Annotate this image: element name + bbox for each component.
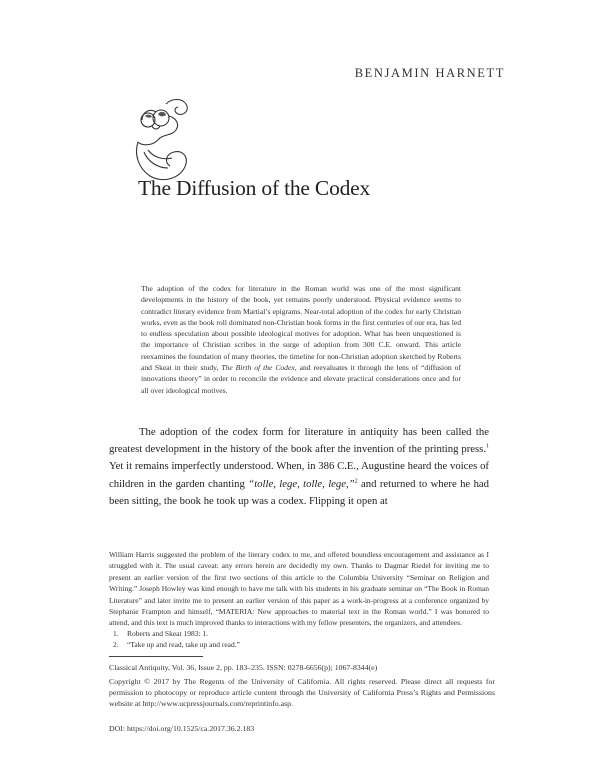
- decorative-ornament-icon: [128, 96, 198, 188]
- footnote-item: [113, 639, 240, 650]
- body-text-part-3: and returned to where he had been sitting, the book he took up was a codex. Flipping it open at: [109, 477, 490, 507]
- acknowledgment-note: William Harris suggested the problem of the literary codex to me, and offered boundless encouragement and assistance as I struggled with it. The usual caveat: any errors herein are decidedly my own. Thanks to Dagmar Riedel for inviting me to present an earlier version of the first two sections of this article to the Columbia University “Seminar on Religion and Writing.” Joseph Howley was kind enough to have me talk with his students in his graduate seminar on “The Book in Roman Literature” and later invite me to present an earlier version of this paper as a work-in-progress at a conference organized by Stephanie Frampton and himself, “MATERIA: New approaches to material text in the Roman world.” I was honored to attend, and this text is much improved thanks to interactions with my fellow presenters, the organizers, and attendees.: [109, 550, 489, 628]
- journal-citation: Classical Antiquity, Vol. 36, Issue 2, pp. 183–235. ISSN: 0278-6656(p); 1067-8344(e): [109, 663, 378, 672]
- footnote-item: [113, 628, 240, 639]
- footnote-ref-2[interactable]: 2: [354, 478, 358, 485]
- abstract-book-title: The Birth of the Codex: [221, 363, 295, 373]
- article-title: The Diffusion of the Codex: [138, 176, 371, 200]
- body-text-part-1: The adoption of the codex form for literature in antiquity has been called the greatest development in the history of the book after the invention of the printing press.: [109, 426, 489, 456]
- footnote-list: [113, 628, 240, 651]
- footnote-number: 2.: [113, 640, 119, 650]
- footnote-text: “Take up and read, take up and read.”: [127, 640, 240, 650]
- footer-divider: [109, 656, 203, 657]
- running-header-author: BENJAMIN HARNETT: [354, 66, 505, 80]
- footnote-number: 1.: [113, 629, 119, 638]
- body-text-part-2: Yet it remains imperfectly understood. When, in 386 C.E., Augustine heard the voices of children in the garden chanting: [109, 460, 489, 490]
- body-latin-quote: “tolle, lege, tolle, lege,”: [248, 477, 355, 490]
- abstract: [141, 283, 461, 396]
- abstract-text-start: The adoption of the codex for literature in the Roman world was one of the most significant developments in the history of the book, yet remains poorly understood. Physical evidence seems to contradict literary evidence from Martial’s epigrams. Near-total adoption of the codex for early Christian works, even as the book roll dominated non-Christian book forms in the first centuries of our era, has led to endless speculation about possible ideological motives for adoption. What has been unquestioned is the importance of Christian scribes in the surge of adoption from 300 C.E. onward. This article reexamines the foundation of many theories, the timeline for non-Christian adoption sketched by Roberts and Skeat in their study,: [141, 284, 461, 373]
- doi-link[interactable]: DOI: https://doi.org/10.1525/ca.2017.36.2.183: [109, 724, 255, 733]
- footnote-ref-1[interactable]: 1: [486, 443, 489, 450]
- copyright-notice: Copyright © 2017 by The Regents of the University of California. All rights reserved. Please direct all requests for permission to photocopy or reproduce article content through the University of California Press’s Rights and Permissions website at http://www.ucpressjournals.com/reprintinfo.asp.: [109, 677, 495, 709]
- abstract-text-end: , and reevaluates it through the lens of “diffusion of innovations theory” in order to reconcile the evidence and elevate practical considerations once and for all over ideological motives.: [141, 363, 461, 395]
- footnote-text: Roberts and Skeat 1983: 1.: [127, 629, 209, 638]
- body-paragraph: [109, 424, 489, 510]
